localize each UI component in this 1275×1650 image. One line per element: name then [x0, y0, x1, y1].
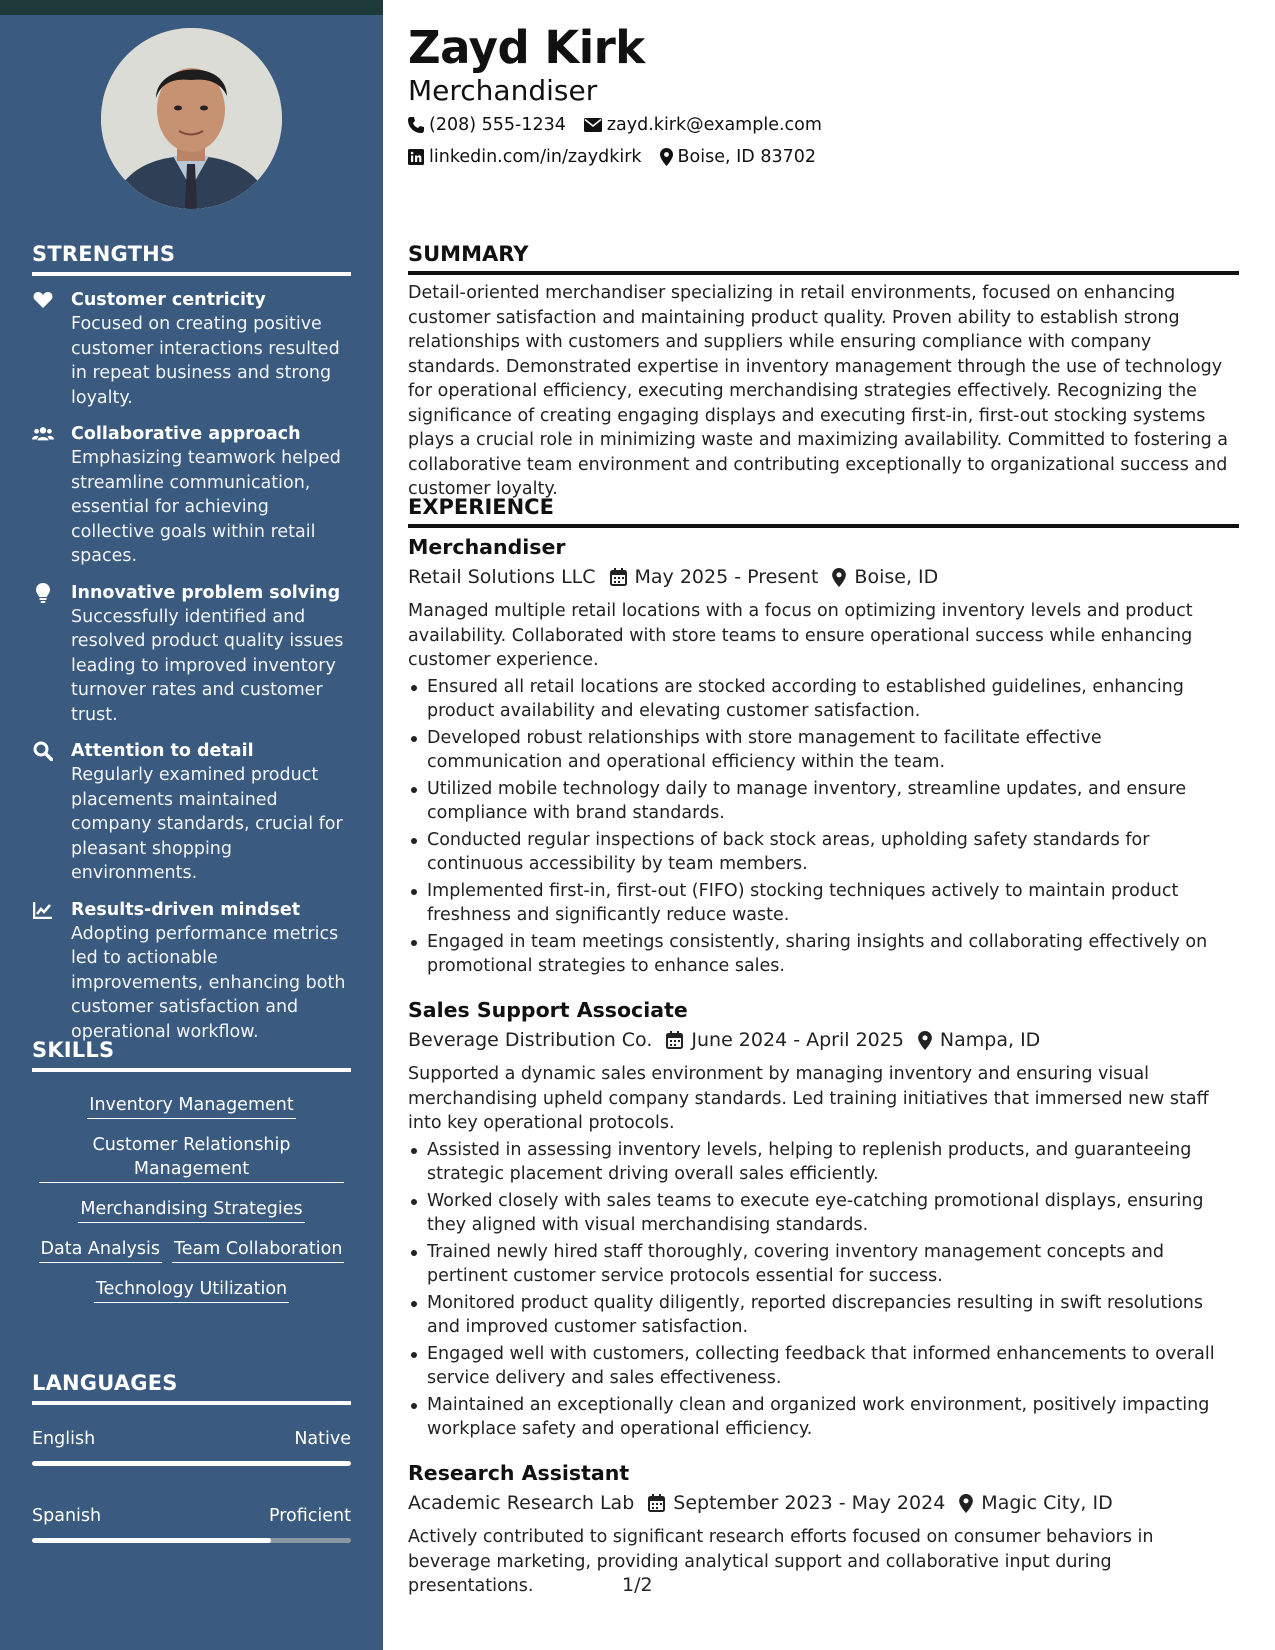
job-location: Boise, ID [854, 566, 939, 588]
map-pin-icon [918, 1031, 932, 1050]
sidebar-top-strip [0, 0, 383, 15]
summary-text: Detail-oriented merchandiser specializing in retail environments, focused on enhancing customer satisfaction and maintaining product quality. Proven ability to establish strong relationships with customers and suppliers while ensuring compliance with company standards. Demonstrated expertise in inventory management through the use of technology for operational efficiency, executing merchandising strategies effectively. Recognizing the significance of creating engaging displays and executing first-in, first-out stocking systems plays a crucial role in minimizing waste and maximizing availability. Committed to fostering a collaborative team environment and contributing exceptionally to organizational success and customer loyalty. [408, 283, 1229, 499]
linkedin-text: linkedin.com/in/zaydkirk [429, 147, 642, 167]
job-bullet: Monitored product quality diligently, reported discrepancies resulting in swift resolutions and improved customer satisfaction. [408, 1291, 1239, 1340]
job-bullet: Engaged in team meetings consistently, sharing insights and collaborating effectively on promotional strategies to enhance sales. [408, 930, 1239, 979]
linkedin-icon [408, 149, 424, 165]
strength-item [32, 581, 351, 728]
calendar-icon [666, 1031, 683, 1049]
email-text: zayd.kirk@example.com [606, 115, 822, 135]
strengths-section [32, 242, 351, 1056]
map-pin-icon [959, 1494, 973, 1513]
job-bullet: Trained newly hired staff thoroughly, covering inventory management concepts and pertinent customer service protocols essential for success. [408, 1240, 1239, 1289]
job-bullet: Assisted in assessing inventory levels, helping to replenish products, and guaranteeing strategic placement driving overall sales efficiently. [408, 1138, 1239, 1187]
skill-tag: Team Collaboration [172, 1237, 344, 1263]
languages-title: LANGUAGES [32, 1371, 351, 1405]
strength-desc: Regularly examined product placements maintained company standards, crucial for pleasant shopping environments. [71, 765, 343, 883]
sidebar [0, 0, 383, 1650]
skills-list [32, 1086, 351, 1310]
candidate-name: Zayd Kirk [408, 21, 645, 74]
page-number: 1/2 [622, 1574, 653, 1596]
strength-item [32, 422, 351, 569]
job-dates: June 2024 - April 2025 [691, 1029, 904, 1051]
job-bullet: Worked closely with sales teams to execute eye-catching promotional displays, ensuring they aligned with visual merchandising standards. [408, 1189, 1239, 1238]
strengths-title: STRENGTHS [32, 242, 351, 276]
strength-desc: Adopting performance metrics led to actionable improvements, enhancing both customer satisfaction and operational workflow. [71, 923, 346, 1042]
job-meta [408, 563, 1239, 591]
job-bullet: Developed robust relationships with store management to facilitate effective communication and operational efficiency within the team. [408, 726, 1239, 775]
job-bullet: Conducted regular inspections of back stock areas, upholding safety standards for continuous accessibility by team members. [408, 828, 1239, 877]
job-bullet: Utilized mobile technology daily to manage inventory, streamline updates, and ensure compliance with brand standards. [408, 777, 1239, 826]
job-description: Supported a dynamic sales environment by managing inventory and ensuring visual merchandising upheld company standards. Led training initiatives that immersed new staff into key operational protocols. [408, 1064, 1209, 1133]
linkedin-contact[interactable] [408, 146, 642, 168]
job-company: Academic Research Lab [408, 1492, 635, 1514]
email-contact[interactable] [584, 114, 822, 136]
summary-title: SUMMARY [408, 242, 1239, 275]
skill-tag: Customer Relationship Management [39, 1133, 344, 1183]
location-contact [660, 146, 816, 168]
phone-icon [408, 117, 424, 133]
job-bullets [408, 675, 1239, 979]
language-level: Proficient [269, 1506, 351, 1526]
strength-item [32, 898, 351, 1045]
job-bullet: Implemented first-in, first-out (FIFO) stocking techniques actively to maintain product freshness and significantly reduce waste. [408, 879, 1239, 928]
job-location: Magic City, ID [981, 1492, 1113, 1514]
skills-title: SKILLS [32, 1038, 351, 1072]
contact-row [408, 114, 840, 136]
strength-item [32, 739, 351, 886]
job-bullets [408, 1138, 1239, 1442]
chart-line-icon [32, 900, 54, 920]
calendar-icon [648, 1494, 665, 1512]
skill-tag: Merchandising Strategies [78, 1197, 304, 1223]
job-entry [408, 533, 1239, 981]
skill-tag: Technology Utilization [94, 1277, 289, 1303]
strength-item [32, 288, 351, 410]
job-dates: September 2023 - May 2024 [673, 1492, 946, 1514]
map-pin-icon [660, 148, 673, 166]
language-name: English [32, 1429, 96, 1449]
calendar-icon [610, 568, 627, 586]
language-item [32, 1504, 351, 1543]
language-proficiency-fill [32, 1461, 351, 1466]
strength-title: Customer centricity [71, 290, 266, 310]
map-pin-icon [832, 568, 846, 587]
location-text: Boise, ID 83702 [677, 147, 817, 167]
job-description: Actively contributed to significant research efforts focused on consumer behaviors in beverage marketing, providing analytical support and collaborative input during presentations. [408, 1527, 1154, 1596]
language-proficiency-bar [32, 1538, 351, 1543]
strength-title: Results-driven mindset [71, 899, 301, 920]
job-entry [408, 1459, 1239, 1599]
envelope-icon [584, 118, 602, 132]
job-bullet: Maintained an exceptionally clean and organized work environment, positively impacting workplace safety and operational efficiency. [408, 1393, 1239, 1442]
strength-desc: Emphasizing teamwork helped streamline communication, essential for achieving collective goals within retail spaces. [71, 448, 341, 566]
job-title: Sales Support Associate [408, 998, 688, 1022]
skill-tag: Data Analysis [39, 1237, 162, 1263]
strength-desc: Focused on creating positive customer interactions resulted in repeat business and strong loyalty. [71, 314, 340, 408]
job-bullet: Ensured all retail locations are stocked according to established guidelines, enhancing product availability and elevating customer satisfaction. [408, 675, 1239, 724]
languages-section [32, 1371, 351, 1543]
contact-row [408, 146, 834, 168]
job-meta [408, 1489, 1239, 1517]
strength-title: Collaborative approach [71, 424, 301, 444]
job-entry [408, 996, 1239, 1444]
skills-section [32, 1038, 351, 1310]
job-location: Nampa, ID [939, 1029, 1041, 1051]
experience-title: EXPERIENCE [408, 495, 1239, 528]
language-item [32, 1427, 351, 1466]
language-proficiency-fill [32, 1538, 271, 1543]
strength-desc: Successfully identified and resolved product quality issues leading to improved inventory turnover rates and customer trust. [71, 606, 344, 725]
profile-photo [101, 28, 282, 209]
job-bullet: Engaged well with customers, collecting feedback that informed enhancements to overall service delivery and sales effectiveness. [408, 1342, 1239, 1391]
heart-icon [32, 290, 54, 310]
strength-title: Attention to detail [71, 741, 254, 761]
language-level: Native [294, 1429, 351, 1449]
job-title: Merchandiser [408, 535, 566, 559]
phone-text: (208) 555-1234 [429, 115, 566, 135]
language-proficiency-bar [32, 1461, 351, 1466]
users-icon [32, 424, 54, 444]
phone-contact[interactable] [408, 114, 566, 136]
job-dates: May 2025 - Present [634, 566, 819, 588]
job-company: Beverage Distribution Co. [408, 1029, 653, 1051]
job-meta [408, 1026, 1239, 1054]
language-name: Spanish [32, 1506, 102, 1526]
lightbulb-icon [32, 583, 54, 603]
skill-tag: Inventory Management [87, 1093, 295, 1119]
strength-title: Innovative problem solving [71, 582, 341, 603]
job-title: Research Assistant [408, 1461, 630, 1485]
search-icon [32, 741, 54, 761]
job-description: Managed multiple retail locations with a focus on optimizing inventory levels and product availability. Collaborated with store teams to ensure operational success while enhancing customer experience. [408, 601, 1193, 670]
job-company: Retail Solutions LLC [408, 566, 596, 588]
candidate-role: Merchandiser [408, 74, 598, 107]
